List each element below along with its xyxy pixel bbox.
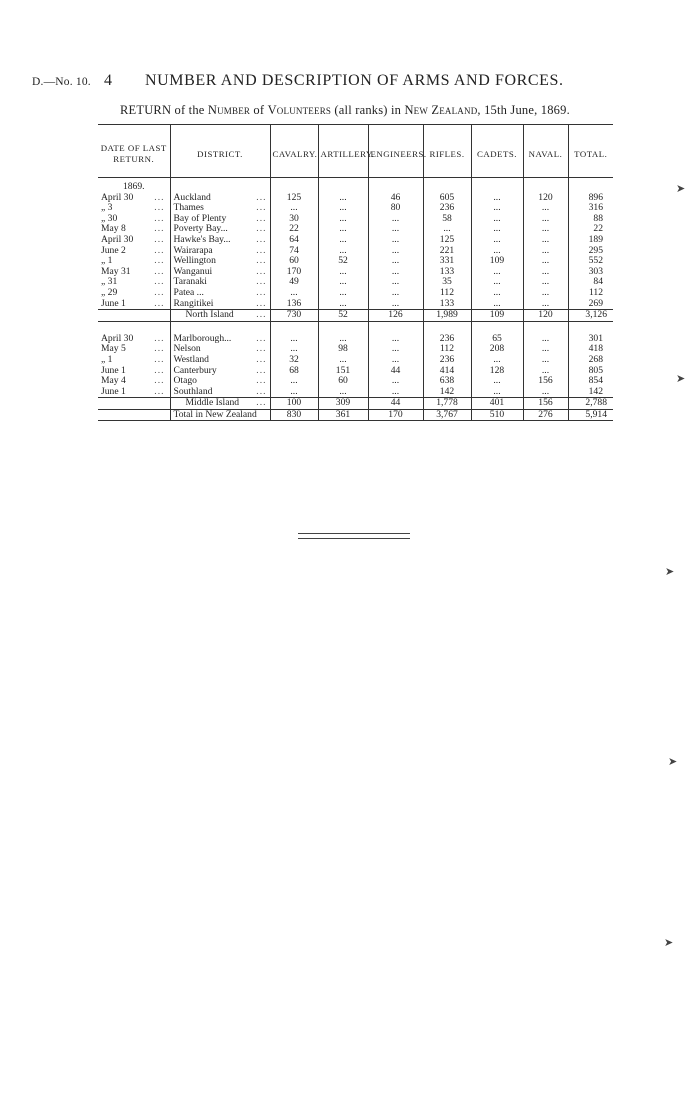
cell-cavalry: 68 [270,366,318,377]
cell-cavalry: ... [270,387,318,398]
cell-engineers: ... [368,224,423,235]
date-day: 30 [123,332,134,344]
cell-artillery: ... [318,288,368,299]
margin-mark: ➤ [665,566,675,578]
subtotal-engineers: 126 [368,310,423,322]
cell-engineers: ... [368,277,423,288]
cell-naval: ... [523,355,568,366]
caption-text: (all ranks) in [331,103,405,117]
subtotal-naval: 120 [523,310,568,322]
table-row [98,355,613,366]
cell-total: 805 [568,366,613,377]
cell-rifles: ... [423,224,471,235]
leader-dots: ... [154,255,165,267]
date-month: „ [101,353,106,365]
cell-total: 112 [568,288,613,299]
subtotal-engineers: 44 [368,398,423,410]
subtotal-naval: 276 [523,409,568,421]
cell-total: 295 [568,246,613,257]
col-header-engineers: ENGINEERS. [368,125,423,178]
date-day: 30 [107,212,118,224]
cell-engineers: ... [368,334,423,345]
date-month: April [101,191,122,203]
cell-naval: ... [523,299,568,310]
caption-text: Number [207,103,251,117]
leader-dots: ... [154,233,165,245]
cell-cadets: 208 [471,344,523,355]
cell-naval: ... [523,246,568,257]
leader-dots: ... [154,212,165,224]
leader-dots: ... [256,286,267,298]
leader-dots: ... [256,385,267,397]
caption-text: Volunteers [267,103,332,117]
cell-rifles: 35 [423,277,471,288]
date-day: 1 [107,255,113,267]
leader-dots: ... [154,385,165,397]
cell-cadets: ... [471,376,523,387]
cell-rifles: 133 [423,299,471,310]
cell-engineers: ... [368,256,423,267]
date-day: 4 [121,375,126,387]
district-name: Wellington [173,255,216,267]
col-header-cadets: CADETS. [471,125,523,178]
leader-dots: ... [256,343,267,355]
caption-text: New Zealand [404,103,478,117]
col-header-artillery: ARTILLERY. [318,125,368,178]
table-row [98,288,613,299]
separator-rule [298,538,410,539]
date-month: April [101,332,122,344]
cell-engineers: ... [368,288,423,299]
date-day: 2 [121,244,126,256]
volunteers-return-table [98,124,613,421]
date-day: 31 [121,265,131,277]
cell-engineers: ... [368,387,423,398]
cell-artillery: ... [318,277,368,288]
cell-engineers: ... [368,214,423,225]
cell-rifles: 112 [423,344,471,355]
cell-rifles: 133 [423,267,471,278]
leader-dots: ... [154,343,165,355]
cell-cadets: 128 [471,366,523,377]
cell-cadets: ... [471,355,523,366]
cell-engineers: ... [368,246,423,257]
subtotal-rifles: 3,767 [423,409,471,421]
cell-cadets: 109 [471,256,523,267]
subtotal-cavalry: 830 [270,409,318,421]
cell-cadets: ... [471,224,523,235]
leader-dots: ... [256,397,267,409]
cell-total: 269 [568,299,613,310]
cell-artillery: ... [318,387,368,398]
cell-artillery: 98 [318,344,368,355]
table-row [98,235,613,246]
cell-cadets: ... [471,214,523,225]
cell-cavalry: ... [270,344,318,355]
cell-naval: ... [523,288,568,299]
cell-rifles: 125 [423,235,471,246]
cell-total: 896 [568,193,613,204]
cell-naval: ... [523,277,568,288]
col-header-district: DISTRICT. [170,125,270,178]
leader-dots: ... [256,276,267,288]
cell-cavalry: 30 [270,214,318,225]
cell-cadets: 65 [471,334,523,345]
district-name: Marlborough... [173,332,232,344]
date-month: May [101,265,119,277]
col-header-date: DATE OF LAST RETURN. [100,143,167,164]
date-month: „ [101,212,106,224]
cell-cadets: ... [471,203,523,214]
cell-cavalry: 125 [270,193,318,204]
cell-artillery: ... [318,267,368,278]
date-month: June [101,244,119,256]
district-name: Westland [173,353,209,365]
cell-naval: 120 [523,193,568,204]
cell-cavalry: 32 [270,355,318,366]
cell-rifles: 221 [423,246,471,257]
subtotal-row [98,310,613,322]
district-name: Canterbury [173,364,217,376]
margin-mark: ➤ [668,756,678,768]
cell-cadets: ... [471,235,523,246]
leader-dots: ... [154,265,165,277]
cell-rifles: 331 [423,256,471,267]
cell-artillery: ... [318,355,368,366]
date-month: „ [101,255,106,267]
header-row [98,125,613,178]
cell-total: 418 [568,344,613,355]
page-title: NUMBER AND DESCRIPTION OF ARMS AND FORCES. [145,72,564,89]
subtotal-naval: 156 [523,398,568,410]
year-label: 1869. [122,181,145,192]
district-name: Taranaki [173,276,207,288]
leader-dots: ... [256,297,267,309]
district-name: Patea ... [173,286,204,298]
caption-lead: RETURN [120,103,172,117]
cell-naval: ... [523,387,568,398]
table-body [98,178,613,421]
cell-cavalry: 64 [270,235,318,246]
date-month: June [101,364,119,376]
cell-total: 854 [568,376,613,387]
date-month: April [101,233,122,245]
leader-dots: ... [256,332,267,344]
col-header-total: TOTAL. [568,125,613,178]
date-month: May [101,375,119,387]
cell-cadets: ... [471,299,523,310]
cell-engineers: ... [368,344,423,355]
cell-rifles: 638 [423,376,471,387]
date-day: 1 [121,364,126,376]
cell-naval: ... [523,235,568,246]
cell-artillery: 151 [318,366,368,377]
district-name: Rangitikei [173,297,214,309]
leader-dots: ... [256,255,267,267]
cell-naval: ... [523,334,568,345]
cell-total: 552 [568,256,613,267]
year-row [98,178,613,193]
cell-rifles: 414 [423,366,471,377]
subtotal-label: Total in New Zealand [173,408,257,420]
cell-engineers: 46 [368,193,423,204]
leader-dots: ... [256,364,267,376]
cell-artillery: ... [318,235,368,246]
cell-total: 301 [568,334,613,345]
document-reference: D.—No. 10. [32,76,91,88]
cell-engineers: ... [368,299,423,310]
subtotal-artillery: 309 [318,398,368,410]
district-name: Poverty Bay... [173,223,228,235]
leader-dots: ... [154,286,165,298]
cell-artillery: ... [318,214,368,225]
leader-dots: ... [256,233,267,245]
subtotal-row [98,409,613,421]
cell-rifles: 58 [423,214,471,225]
cell-rifles: 236 [423,334,471,345]
date-month: „ [101,202,106,214]
subtotal-artillery: 52 [318,310,368,322]
cell-total: 268 [568,355,613,366]
cell-cavalry: 74 [270,246,318,257]
cell-cadets: ... [471,277,523,288]
subtotal-cadets: 109 [471,310,523,322]
date-day: 1 [121,297,126,309]
margin-mark: ➤ [664,937,674,949]
cell-rifles: 112 [423,288,471,299]
cell-total: 189 [568,235,613,246]
cell-cavalry: 170 [270,267,318,278]
subtotal-total: 3,126 [568,310,613,322]
subtotal-cadets: 401 [471,398,523,410]
leader-dots: ... [256,223,267,235]
cell-naval: ... [523,344,568,355]
cell-cadets: ... [471,267,523,278]
subtotal-engineers: 170 [368,409,423,421]
subtotal-cavalry: 730 [270,310,318,322]
cell-artillery: 52 [318,256,368,267]
cell-total: 303 [568,267,613,278]
date-month: May [101,343,119,355]
cell-cavalry: 60 [270,256,318,267]
cell-engineers: ... [368,267,423,278]
cell-engineers: ... [368,235,423,246]
cell-rifles: 605 [423,193,471,204]
cell-naval: ... [523,203,568,214]
cell-engineers: 44 [368,366,423,377]
district-name: Bay of Plenty [173,212,227,224]
cell-rifles: 236 [423,355,471,366]
leader-dots: ... [154,353,165,365]
leader-dots: ... [154,364,165,376]
table-row [98,299,613,310]
cell-artillery: ... [318,203,368,214]
cell-total: 22 [568,224,613,235]
subtotal-total: 5,914 [568,409,613,421]
leader-dots: ... [154,297,165,309]
cell-cavalry: ... [270,376,318,387]
cell-engineers: 80 [368,203,423,214]
col-header-rifles: RIFLES. [423,125,471,178]
cell-naval: ... [523,267,568,278]
cell-total: 84 [568,277,613,288]
cell-naval: ... [523,256,568,267]
district-name: Hawke's Bay... [173,233,231,245]
col-header-naval: NAVAL. [523,125,568,178]
district-name: Otago [173,375,197,387]
subtotal-row [98,398,613,410]
page-number: 4 [104,72,112,89]
cell-naval: ... [523,366,568,377]
leader-dots: ... [154,276,165,288]
leader-dots: ... [256,265,267,277]
date-month: „ [101,286,106,298]
leader-dots: ... [256,309,267,321]
cell-naval: ... [523,214,568,225]
district-name: Thames [173,202,204,214]
date-month: „ [101,276,106,288]
cell-cadets: ... [471,288,523,299]
table-caption [120,103,570,118]
cell-rifles: 236 [423,203,471,214]
date-day: 1 [107,353,113,365]
cell-artillery: ... [318,334,368,345]
subtotal-rifles: 1,778 [423,398,471,410]
district-name: Wanganui [173,265,213,277]
leader-dots: ... [154,191,165,203]
leader-dots: ... [256,191,267,203]
cell-cavalry: ... [270,334,318,345]
date-day: 5 [121,343,126,355]
cell-cadets: ... [471,193,523,204]
subtotal-total: 2,788 [568,398,613,410]
cell-artillery: 60 [318,376,368,387]
table-row [98,387,613,398]
cell-naval: ... [523,224,568,235]
leader-dots: ... [154,244,165,256]
cell-cavalry: ... [270,288,318,299]
caption-text: , 15th June, 1869. [477,103,570,117]
subtotal-rifles: 1,989 [423,310,471,322]
leader-dots: ... [154,202,165,214]
leader-dots: ... [256,353,267,365]
subtotal-label: North Island [185,309,234,321]
leader-dots: ... [256,212,267,224]
date-day: 31 [107,276,118,288]
district-name: Nelson [173,343,201,355]
caption-text: of the [171,103,208,117]
separator-rule [298,533,410,534]
caption-text: of [250,103,268,117]
cell-cadets: ... [471,246,523,257]
cell-total: 142 [568,387,613,398]
cell-total: 88 [568,214,613,225]
margin-mark: ➤ [676,183,686,195]
date-day: 29 [107,286,118,298]
leader-dots: ... [154,332,165,344]
spacer-row [98,321,613,334]
date-month: June [101,297,119,309]
subtotal-cavalry: 100 [270,398,318,410]
cell-cavalry: ... [270,203,318,214]
date-day: 30 [123,191,134,203]
cell-cavalry: 136 [270,299,318,310]
leader-dots: ... [154,223,165,235]
date-day: 8 [121,223,126,235]
leader-dots: ... [154,375,165,387]
cell-engineers: ... [368,376,423,387]
leader-dots: ... [256,202,267,214]
subtotal-label: Middle Island [185,397,240,409]
cell-artillery: ... [318,224,368,235]
cell-engineers: ... [368,355,423,366]
leader-dots: ... [256,244,267,256]
cell-cadets: ... [471,387,523,398]
leader-dots: ... [256,375,267,387]
cell-artillery: ... [318,246,368,257]
date-day: 30 [123,233,134,245]
cell-rifles: 142 [423,387,471,398]
district-name: Wairarapa [173,244,213,256]
cell-artillery: ... [318,299,368,310]
date-month: May [101,223,119,235]
district-name: Southland [173,385,213,397]
date-day: 3 [107,202,113,214]
margin-mark: ➤ [676,373,686,385]
date-month: June [101,385,119,397]
cell-artillery: ... [318,193,368,204]
subtotal-cadets: 510 [471,409,523,421]
cell-cavalry: 49 [270,277,318,288]
cell-cavalry: 22 [270,224,318,235]
date-day: 1 [121,385,126,397]
subtotal-artillery: 361 [318,409,368,421]
district-name: Auckland [173,191,211,203]
cell-total: 316 [568,203,613,214]
col-header-cavalry: CAVALRY. [270,125,318,178]
cell-naval: 156 [523,376,568,387]
